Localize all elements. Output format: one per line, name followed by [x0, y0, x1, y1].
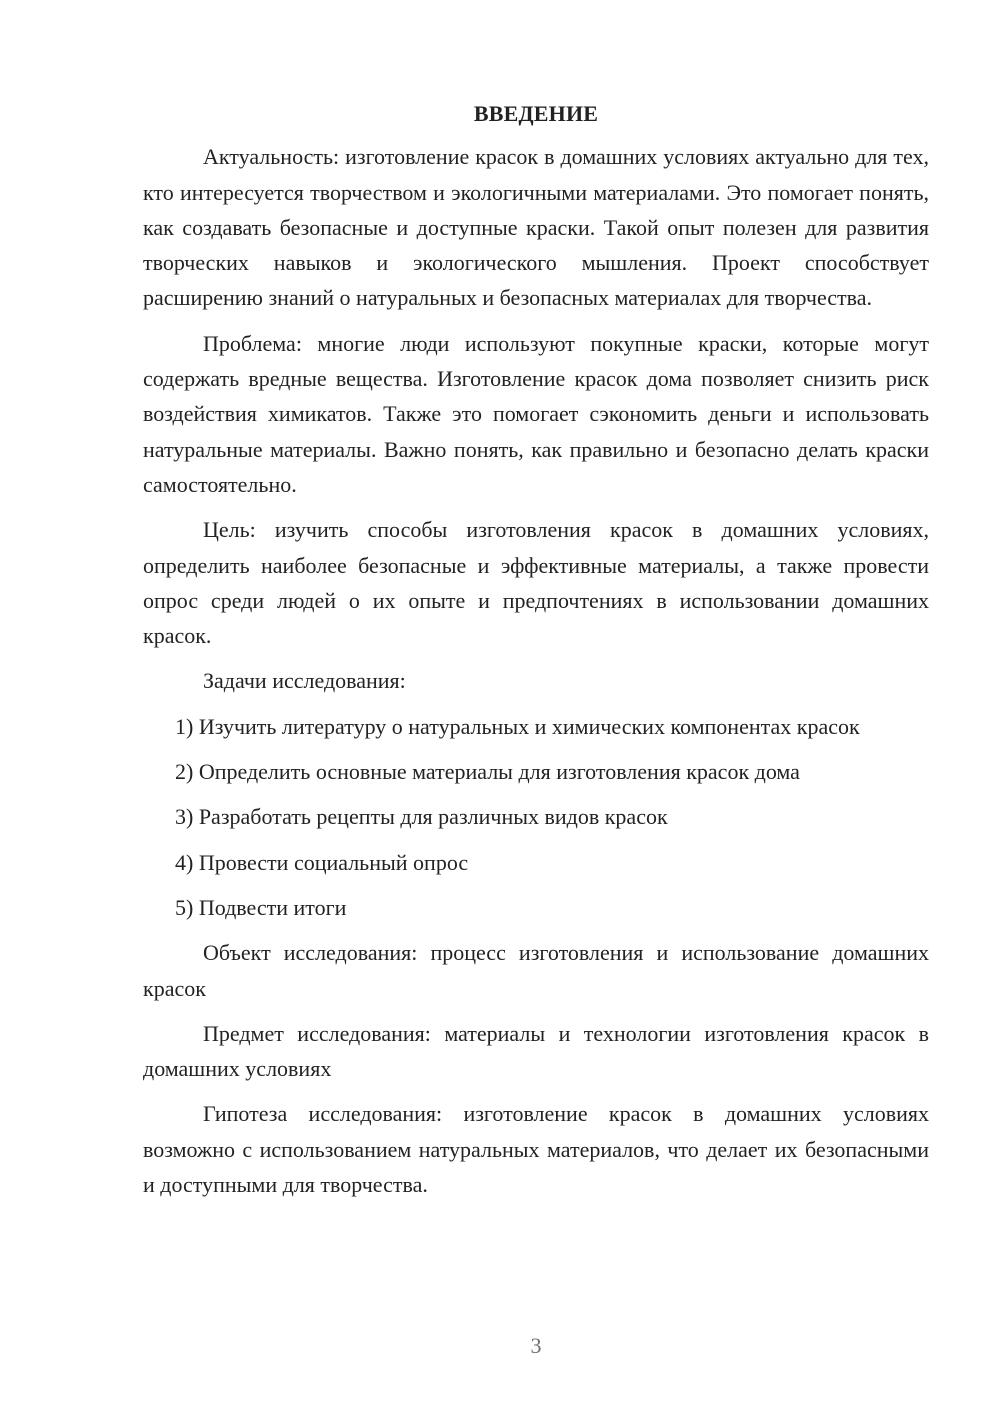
problem-paragraph: Проблема: многие люди используют покупные краски, которые могут содержать вредные вещества. Изготовление красок дома позволяет снизить риск воздействия химикатов. Также это помогает сэкономить деньги и использовать натуральные материалы. Важно понять, как правильно и безопасно делать краски самостоятельно.: [143, 330, 929, 497]
relevance-paragraph: Актуальность: изготовление красок в домашних условиях актуально для тех, кто интересуется творчеством и экологичными материалами. Это помогает понять, как создавать безопасные и доступные краски. Такой опыт полезен для развития творческих навыков и экологического мышления. Проект способствует расширению знаний о натуральных и безопасных материалах для творчества.: [143, 144, 929, 311]
object-paragraph: Объект исследования: процесс изготовления и использование домашних красок: [143, 940, 929, 1001]
goal-paragraph: Цель: изучить способы изготовления красок в домашних условиях, определить наиболее безопасные и эффективные материалы, а также провести опрос среди людей о их опыте и предпочтениях в использовании домашних красок.: [143, 517, 929, 649]
task-item-5: 5) Подвести итоги: [175, 894, 347, 920]
task-item-3: 3) Разработать рецепты для различных видов красок: [175, 804, 668, 830]
task-item-2: 2) Определить основные материалы для изготовления красок дома: [175, 759, 800, 785]
task-item-4: 4) Провести социальный опрос: [175, 849, 469, 875]
task-item-1: 1) Изучить литературу о натуральных и химических компонентах красок: [175, 713, 860, 739]
section-title: ВВЕДЕНИЕ: [473, 101, 599, 126]
tasks-heading: Задачи исследования:: [203, 668, 406, 694]
page-number: 3: [530, 1333, 542, 1358]
hypothesis-paragraph: Гипотеза исследования: изготовление красок в домашних условиях возможно с использованием натуральных материалов, что делает их безопасными и доступными для творчества.: [143, 1101, 929, 1198]
page-content: [143, 96, 929, 1212]
subject-paragraph: Предмет исследования: материалы и технологии изготовления красок в домашних условиях: [143, 1020, 929, 1082]
